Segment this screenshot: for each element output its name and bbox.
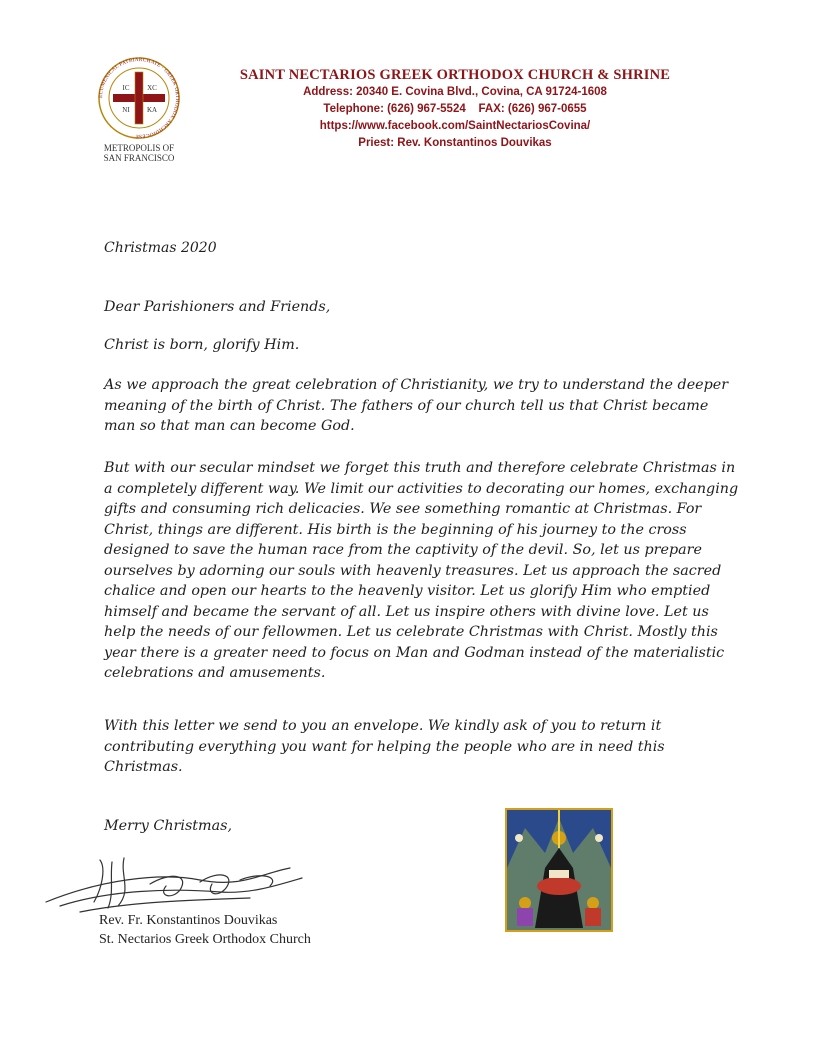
seal-quadrant-xc: XC — [147, 84, 157, 92]
letter-salutation: Dear Parishioners and Friends, — [104, 299, 331, 315]
seal-caption-line1: METROPOLIS OF — [103, 143, 175, 153]
signer-church: St. Nectarios Greek Orthodox Church — [99, 932, 311, 947]
nativity-icon-image — [505, 808, 613, 932]
letterhead-text — [200, 66, 710, 152]
letter-paragraph-1 — [104, 375, 744, 437]
seal-caption-line2: SAN FRANCISCO — [103, 153, 175, 163]
signer-name: Rev. Fr. Konstantinos Douvikas — [99, 913, 278, 928]
seal-quadrant-ka: KA — [146, 106, 158, 114]
letter-paragraph-2 — [104, 458, 744, 684]
seal-quadrant-ic: IC — [122, 84, 130, 92]
letter-greeting: Christ is born, glorify Him. — [104, 337, 300, 353]
paragraph-text: With this letter we send to you an envelope. We kindly ask of you to return it contributing everything you want for helping the people who are in need this Christmas. — [104, 718, 665, 775]
metropolis-seal — [84, 56, 194, 166]
letterhead — [0, 0, 816, 170]
signer-block — [99, 911, 311, 949]
church-website-link[interactable]: https://www.facebook.com/SaintNectariosCovina/ — [319, 120, 591, 132]
church-priest: Priest: Rev. Konstantinos Douvikas — [358, 137, 552, 149]
paragraph-text: As we approach the great celebration of Christianity, we try to understand the deeper meaning of the birth of Christ. The fathers of our church tell us that Christ became man so that man can become God. — [104, 377, 729, 434]
letter-closing: Merry Christmas, — [104, 818, 232, 834]
seal-quadrant-ni: NI — [122, 106, 130, 114]
church-name: SAINT NECTARIOS GREEK ORTHODOX CHURCH & SHRINE — [239, 67, 671, 83]
nativity-icon — [505, 808, 613, 932]
letter-paragraph-3 — [104, 716, 744, 778]
church-address: Address: 20340 E. Covina Blvd., Covina, CA 91724-1608 — [303, 86, 607, 98]
seal-ring-text: ECUMENICAL PATRIARCHATE · GREEK ORTHODOX ARCHDIOCESE — [97, 56, 181, 140]
letter-date: Christmas 2020 — [104, 240, 217, 256]
church-telephone: Telephone: (626) 967-5524 FAX: (626) 967-0655 — [323, 103, 587, 115]
paragraph-text: But with our secular mindset we forget this truth and therefore celebrate Christmas in a completely different way. We limit our activities to decorating our homes, exchanging gifts and consuming rich delicacies. We see something romantic at Christmas. For Christ, things are different. His birth is the beginning of his journey to the cross designed to save the human race from the captivity of the devil. So, let us prepare ourselves by adorning our souls with heavenly treasures. Let us approach the sacred chalice and open our hearts to the heavenly visitor. Let us glorify Him who emptied himself and became the servant of all. Let us inspire others with divine love. Let us help the needs of our fellowmen. Let us celebrate Christmas with Christ. Mostly this year there is a greater need to focus on Man and Godman instead of the materialistic celebrations and amusements. — [104, 460, 739, 681]
seal-graphic — [84, 56, 194, 166]
